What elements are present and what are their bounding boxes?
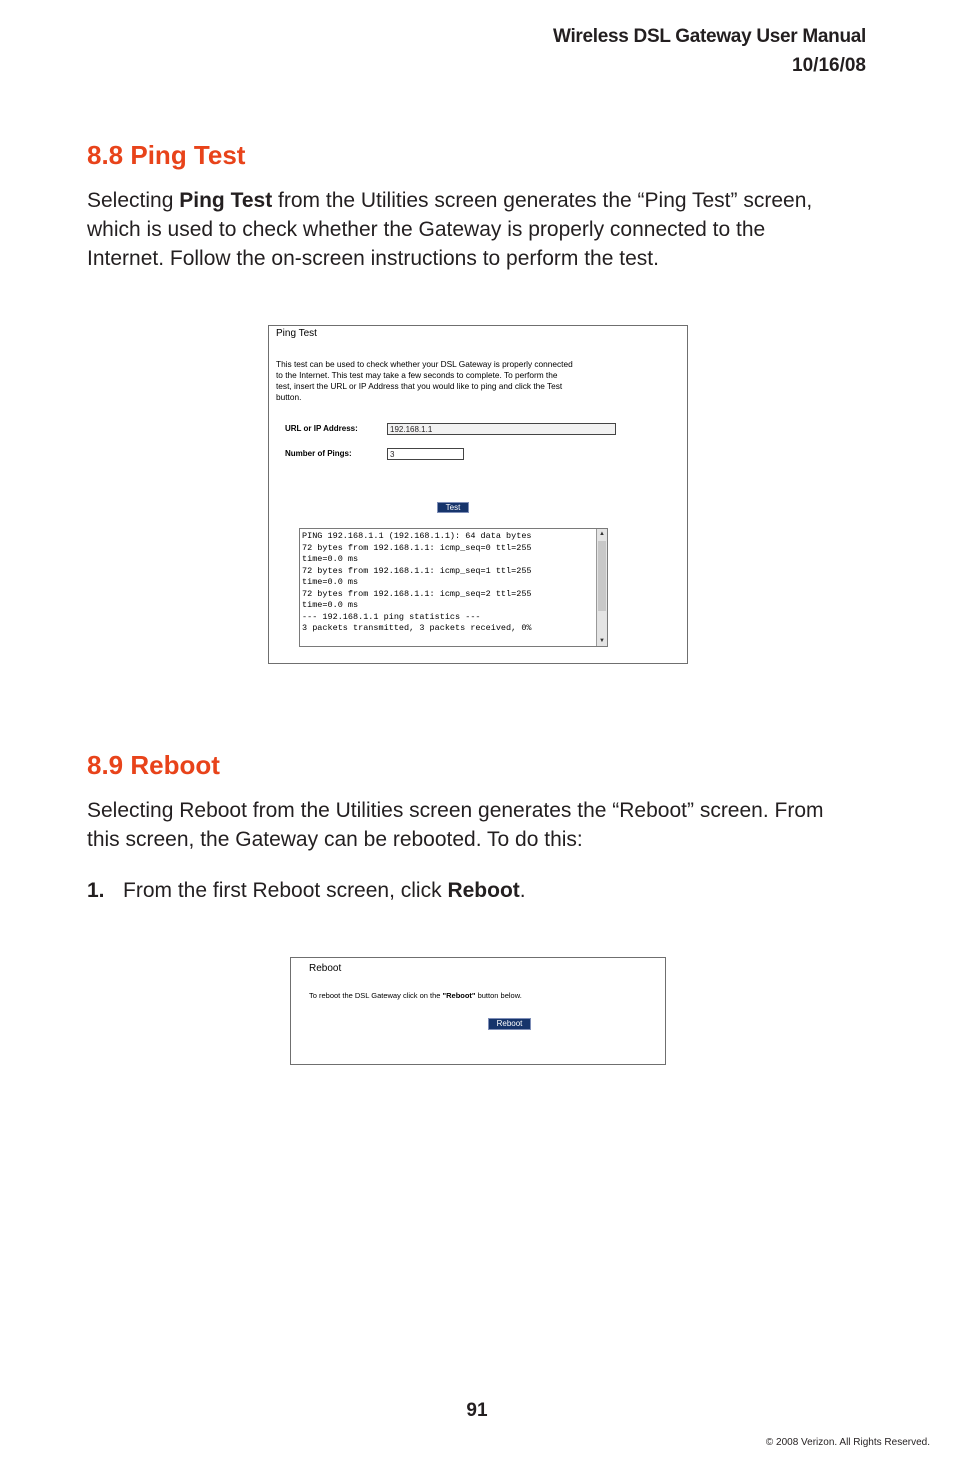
reboot-screenshot xyxy=(290,957,666,1065)
ping-output-text xyxy=(302,531,532,635)
url-input[interactable]: 192.168.1.1 xyxy=(387,423,616,435)
paragraph-line: Selecting Reboot from the Utilities screen generates the “Reboot” screen. From xyxy=(87,799,824,822)
pings-input[interactable]: 3 xyxy=(387,448,464,460)
description-line: test, insert the URL or IP Address that you would like to ping and click the Test xyxy=(276,381,563,391)
manual-title: Wireless DSL Gateway User Manual xyxy=(552,26,866,47)
output-scrollbar[interactable] xyxy=(596,529,607,646)
output-line: time=0.0 ms xyxy=(302,600,359,610)
text-run: from the Utilities screen generates the “Ping Test” screen, xyxy=(272,189,813,212)
scroll-up-icon[interactable]: ▲ xyxy=(599,531,605,537)
paragraph-line: which is used to check whether the Gateway is properly connected to the xyxy=(87,218,766,241)
test-button[interactable]: Test xyxy=(437,502,469,513)
step-text xyxy=(123,876,526,905)
output-line: 72 bytes from 192.168.1.1: icmp_seq=0 ttl=255 xyxy=(302,542,532,553)
output-line: 72 bytes from 192.168.1.1: icmp_seq=1 ttl=255 xyxy=(302,565,532,576)
ping-test-paragraph xyxy=(87,186,887,273)
output-line: 3 packets transmitted, 3 packets received, 0% xyxy=(302,623,532,633)
reboot-quote-emphasis: "Reboot" xyxy=(442,991,476,1000)
text-run: To reboot the DSL Gateway click on the xyxy=(309,991,443,1000)
text-run: From the first Reboot screen, click xyxy=(123,879,448,902)
reboot-paragraph xyxy=(87,796,887,854)
output-line: PING 192.168.1.1 (192.168.1.1): 64 data bytes xyxy=(302,531,532,541)
text-run: button below. xyxy=(475,991,522,1000)
output-line: time=0.0 ms xyxy=(302,554,359,564)
step-number: 1. xyxy=(87,879,105,902)
paragraph-line: this screen, the Gateway can be rebooted. To do this: xyxy=(87,828,583,851)
copyright: © 2008 Verizon. All Rights Reserved. xyxy=(765,1437,930,1448)
output-line: time=0.0 ms xyxy=(302,577,359,587)
output-line: --- 192.168.1.1 ping statistics --- xyxy=(302,611,481,622)
text-run: Selecting xyxy=(87,189,180,212)
scrollbar-thumb[interactable] xyxy=(598,541,606,611)
scroll-down-icon[interactable]: ▼ xyxy=(599,638,605,644)
ping-test-screenshot xyxy=(268,325,688,664)
paragraph-line: Internet. Follow the on-screen instructions to perform the test. xyxy=(87,247,659,270)
reboot-button[interactable]: Reboot xyxy=(488,1018,531,1030)
output-line: 72 bytes from 192.168.1.1: icmp_seq=2 ttl=255 xyxy=(302,588,532,599)
pings-label: Number of Pings: xyxy=(285,449,352,458)
ping-screen-title: Ping Test xyxy=(276,328,317,339)
description-line: to the Internet. This test may take a few seconds to complete. To perform the xyxy=(276,370,558,380)
ping-screen-description xyxy=(276,359,681,403)
page-number: 91 xyxy=(466,1400,488,1421)
manual-date: 10/16/08 xyxy=(792,55,866,76)
description-line: This test can be used to check whether your DSL Gateway is properly connected xyxy=(276,359,573,369)
url-label: URL or IP Address: xyxy=(285,424,358,433)
paragraph-line xyxy=(87,186,887,215)
ping-test-emphasis: Ping Test xyxy=(179,189,273,212)
reboot-emphasis: Reboot xyxy=(447,879,520,902)
section-heading-ping-test: 8.8 Ping Test xyxy=(87,140,246,170)
section-heading-reboot: 8.9 Reboot xyxy=(87,750,220,780)
ping-output-box[interactable] xyxy=(299,528,608,647)
text-run: . xyxy=(519,879,526,902)
reboot-screen-title: Reboot xyxy=(309,963,342,974)
reboot-screen-description xyxy=(309,991,522,1000)
description-line: button. xyxy=(276,392,302,402)
